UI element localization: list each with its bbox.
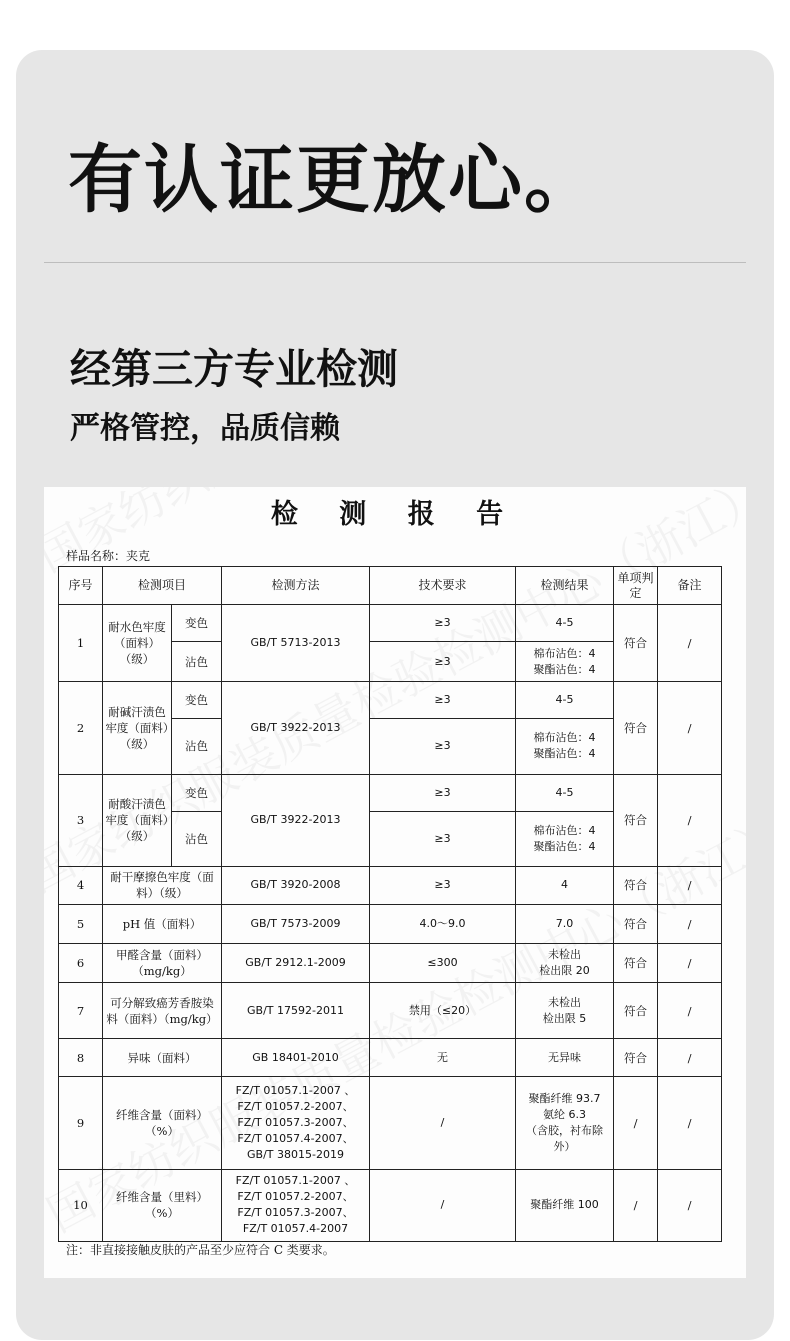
row-sub-item: 沾色 (172, 719, 222, 774)
row-result: 棉布沾色：4 聚酯沾色：4 (516, 811, 614, 866)
table-header-row (59, 567, 722, 605)
col-header-item: 检测项目 (103, 567, 222, 605)
row-verdict: 符合 (614, 682, 658, 774)
row-sub-item: 沾色 (172, 642, 222, 682)
row-result: 4-5 (516, 605, 614, 642)
row-number: 3 (59, 774, 103, 866)
row-number: 2 (59, 682, 103, 774)
table-row (59, 1039, 722, 1077)
table-row (59, 1077, 722, 1169)
row-verdict: 符合 (614, 605, 658, 682)
row-remark: / (658, 605, 722, 682)
row-remark: / (658, 866, 722, 904)
report-table (58, 566, 722, 1242)
row-requirement: / (370, 1169, 516, 1241)
row-verdict: 符合 (614, 774, 658, 866)
col-header-requirement: 技术要求 (370, 567, 516, 605)
section-heading: 经第三方专业检测 (70, 345, 398, 393)
row-requirement: ≥3 (370, 682, 516, 719)
row-result: 聚酯纤维 100 (516, 1169, 614, 1241)
row-test-item: 耐干摩擦色牢度（面料）（级） (103, 866, 222, 904)
row-verdict: 符合 (614, 866, 658, 904)
row-number: 4 (59, 866, 103, 904)
row-number: 8 (59, 1039, 103, 1077)
row-sub-item: 变色 (172, 682, 222, 719)
table-row (59, 944, 722, 983)
row-result: 棉布沾色：4 聚酯沾色：4 (516, 719, 614, 774)
table-row (59, 774, 722, 811)
row-verdict: 符合 (614, 904, 658, 943)
row-test-item: 耐水色牢度（面料）（级） (103, 605, 172, 682)
table-row (59, 682, 722, 719)
row-verdict: / (614, 1077, 658, 1169)
row-result: 7.0 (516, 904, 614, 943)
table-row (59, 983, 722, 1039)
row-remark: / (658, 1039, 722, 1077)
sample-name: 样品名称：夹克 (66, 549, 151, 563)
row-number: 7 (59, 983, 103, 1039)
row-result: 4-5 (516, 682, 614, 719)
row-result: 4-5 (516, 774, 614, 811)
table-row (59, 1169, 722, 1241)
row-verdict: 符合 (614, 1039, 658, 1077)
row-sub-item: 变色 (172, 774, 222, 811)
row-method: GB/T 5713-2013 (222, 605, 370, 682)
row-method: GB/T 3920-2008 (222, 866, 370, 904)
divider (44, 262, 746, 263)
col-header-method: 检测方法 (222, 567, 370, 605)
row-result: 4 (516, 866, 614, 904)
table-row (59, 866, 722, 904)
col-header-remark: 备注 (658, 567, 722, 605)
row-requirement: 禁用（≤20） (370, 983, 516, 1039)
row-remark: / (658, 1077, 722, 1169)
row-sub-item: 变色 (172, 605, 222, 642)
row-remark: / (658, 1169, 722, 1241)
row-method: FZ/T 01057.1-2007 、 FZ/T 01057.2-2007、 FZ/T 01057.3-2007、 FZ/T 01057.4-2007 (222, 1169, 370, 1241)
row-result: 无异味 (516, 1039, 614, 1077)
row-requirement: ≥3 (370, 642, 516, 682)
col-header-no: 序号 (59, 567, 103, 605)
row-method: GB/T 2912.1-2009 (222, 944, 370, 983)
col-header-verdict: 单项判定 (614, 567, 658, 605)
row-number: 9 (59, 1077, 103, 1169)
row-test-item: pH 值（面料） (103, 904, 222, 943)
row-remark: / (658, 983, 722, 1039)
row-result: 棉布沾色：4 聚酯沾色：4 (516, 642, 614, 682)
row-verdict: 符合 (614, 944, 658, 983)
row-requirement: ≤300 (370, 944, 516, 983)
row-requirement: 4.0～9.0 (370, 904, 516, 943)
row-test-item: 纤维含量（里料）（%） (103, 1169, 222, 1241)
section-tagline: 严格管控，品质信赖 (70, 411, 340, 446)
row-result: 聚酯纤维 93.7 氨纶 6.3 （含胶，衬布除外） (516, 1077, 614, 1169)
row-remark: / (658, 904, 722, 943)
row-verdict: / (614, 1169, 658, 1241)
row-remark: / (658, 774, 722, 866)
row-requirement: ≥3 (370, 774, 516, 811)
table-row (59, 904, 722, 943)
col-header-result: 检测结果 (516, 567, 614, 605)
row-method: GB/T 3922-2013 (222, 682, 370, 774)
row-requirement: ≥3 (370, 605, 516, 642)
row-test-item: 耐酸汗渍色牢度（面料）（级） (103, 774, 172, 866)
row-number: 6 (59, 944, 103, 983)
row-number: 10 (59, 1169, 103, 1241)
row-result: 未检出 检出限 5 (516, 983, 614, 1039)
row-method: GB/T 7573-2009 (222, 904, 370, 943)
row-test-item: 甲醛含量（面料）（mg/kg） (103, 944, 222, 983)
row-method: GB/T 3922-2013 (222, 774, 370, 866)
report-title: 检 测 报 告 (270, 499, 520, 530)
report-footnote: 注：非直接接触皮肤的产品至少应符合 C 类要求。 (66, 1243, 335, 1257)
test-report-document (44, 487, 746, 1278)
row-method: GB 18401-2010 (222, 1039, 370, 1077)
row-result: 未检出 检出限 20 (516, 944, 614, 983)
row-requirement: ≥3 (370, 811, 516, 866)
row-test-item: 异味（面料） (103, 1039, 222, 1077)
row-number: 5 (59, 904, 103, 943)
row-test-item: 耐碱汗渍色牢度（面料）（级） (103, 682, 172, 774)
row-test-item: 可分解致癌芳香胺染料（面料）（mg/kg） (103, 983, 222, 1039)
row-test-item: 纤维含量（面料）（%） (103, 1077, 222, 1169)
row-requirement: ≥3 (370, 719, 516, 774)
row-requirement: 无 (370, 1039, 516, 1077)
row-remark: / (658, 682, 722, 774)
row-remark: / (658, 944, 722, 983)
row-method: GB/T 17592-2011 (222, 983, 370, 1039)
row-sub-item: 沾色 (172, 811, 222, 866)
row-requirement: / (370, 1077, 516, 1169)
row-method: FZ/T 01057.1-2007 、 FZ/T 01057.2-2007、 FZ/T 01057.3-2007、 FZ/T 01057.4-2007、 GB/T 38015-2019 (222, 1077, 370, 1169)
row-requirement: ≥3 (370, 866, 516, 904)
row-verdict: 符合 (614, 983, 658, 1039)
page-title: 有认证更放心。 (68, 137, 600, 223)
table-row (59, 605, 722, 642)
row-number: 1 (59, 605, 103, 682)
